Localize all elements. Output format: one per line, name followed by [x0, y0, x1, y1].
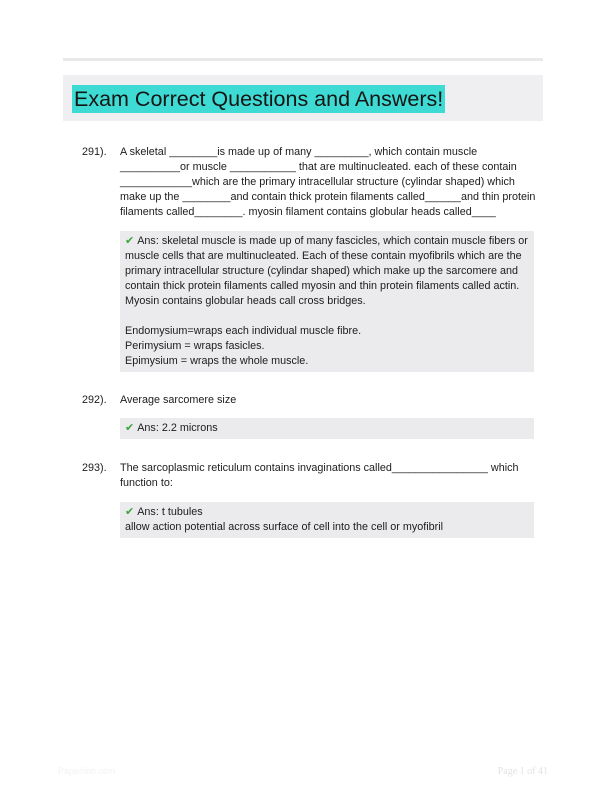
page-title: Exam Correct Questions and Answers! [74, 87, 444, 111]
answer-line: Epimysium = wraps the whole muscle. [125, 355, 309, 367]
question-text: Average sarcomere size [120, 394, 237, 406]
check-icon: ✔ [125, 422, 135, 434]
answer-line: allow action potential across surface of cell into the cell or myofibril [125, 521, 444, 533]
check-icon: ✔ [125, 235, 135, 247]
footer-page-number: Page 1 of 41 [497, 766, 548, 777]
question-number: 293). [82, 462, 107, 474]
top-divider [63, 58, 543, 61]
answer-line: Endomysium=wraps each individual muscle fibre. [125, 325, 362, 337]
footer-site-watermark: Paperlibb.com [58, 766, 116, 776]
answer-line: ✔ Ans: skeletal muscle is made up of many fascicles, which contain muscle fibers or muscle cells that are multinucleated. Each of these contain myofibrils which are the primary intracellular structure (cylindar shaped) which make up the sarcomere and contain thick protein filaments called myosin and thin protein filaments called actin. Myosin contains globular heads call cross bridges. [125, 235, 528, 307]
check-icon: ✔ [125, 506, 135, 518]
answer-box-293 [120, 502, 534, 538]
question-text: A skeletal ________is made up of many _________, which contain muscle __________or muscle ___________ that are multinucleated. each of these contain ____________which are the primary intracellular structure (cylindar shaped) which make up the ________and contain thick protein filaments called______and thin protein filaments called________. myosin filament contains globular heads called____ [120, 146, 536, 218]
answer-box-292 [120, 418, 534, 439]
question-number: 292). [82, 394, 107, 406]
question-number: 291). [82, 146, 107, 158]
answer-line: ✔ Ans: 2.2 microns [125, 422, 218, 434]
answer-line: ✔ Ans: t tubules [125, 506, 203, 518]
answer-line: Perimysium = wraps fasicles. [125, 340, 265, 352]
answer-box-291 [120, 231, 534, 372]
title-banner [63, 75, 543, 121]
answer-spacer [125, 309, 528, 324]
question-text: The sarcoplasmic reticulum contains invaginations called________________ which function to: [120, 462, 519, 489]
